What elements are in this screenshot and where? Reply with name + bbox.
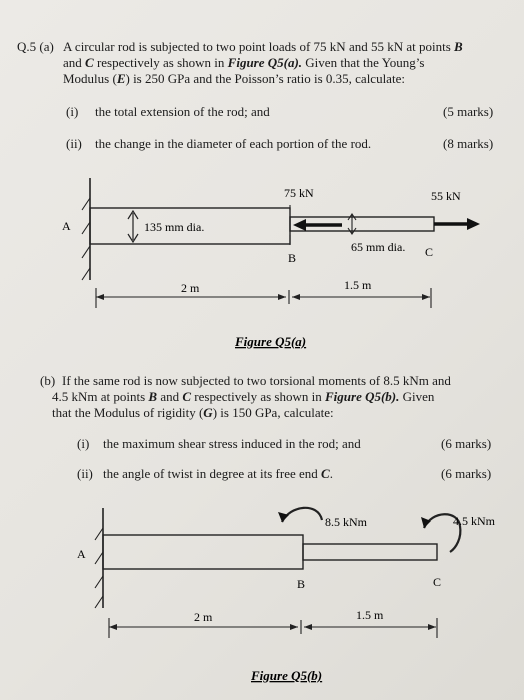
part-b-line-1: If the same rod is now subjected to two torsional moments of 8.5 kNm and [62,373,451,388]
part-a-item-2-marks: (8 marks) [443,136,494,151]
label-a-fig-b: A [77,547,86,561]
part-a-line-2: and C respectively as shown in Figure Q5(a). Given that the Young’s [63,55,425,70]
rod-small-section-b [303,544,437,560]
load-55kn-label: 55 kN [431,189,461,203]
len-15m-label-b: 1.5 m [356,608,384,622]
dia-65-label: 65 mm dia. [351,240,406,254]
question-number: Q.5 (a) [17,39,54,54]
part-a-line-1: A circular rod is subjected to two point loads of 75 kN and 55 kN at points B [63,39,463,54]
part-b-item-1-marks: (6 marks) [441,436,492,451]
part-b-item-2-number: (ii) [77,466,93,481]
figure-a-caption: Figure Q5(a) [235,334,307,349]
rod-large-section-b [103,535,303,569]
part-b-item-1-number: (i) [77,436,90,451]
torque-45knm-label: 4.5 kNm [453,514,495,528]
part-b-item-2-marks: (6 marks) [441,466,492,481]
torque-85knm-label: 8.5 kNm [325,515,367,529]
len-15m-label-a: 1.5 m [344,278,372,292]
dia-135-label: 135 mm dia. [144,220,205,234]
part-b-line-2: 4.5 kNm at points B and C respectively as shown in Figure Q5(b). Given [52,389,435,404]
part-b-line-3: that the Modulus of rigidity (G) is 150 GPa, calculate: [52,405,334,420]
part-a-item-1-marks: (5 marks) [443,104,494,119]
load-75kn-label: 75 kN [284,186,314,200]
part-b-item-2-text: the angle of twist in degree at its free end C. [103,466,333,481]
label-b-fig-a: B [288,251,297,265]
part-a-item-2-number: (ii) [66,136,82,151]
label-c-fig-a: C [425,245,434,259]
part-b-item-1-text: the maximum shear stress induced in the rod; and [103,436,361,451]
label-b-fig-b: B [297,577,306,591]
label-c-fig-b: C [433,575,442,589]
part-a-item-2-text: the change in the diameter of each portion of the rod. [95,136,372,151]
len-2m-label-a: 2 m [181,281,200,295]
part-b-label: (b) [40,373,56,388]
part-a-item-1-number: (i) [66,104,79,119]
figure-b-caption: Figure Q5(b) [251,668,323,683]
part-a-item-1-text: the total extension of the rod; and [95,104,270,119]
wall-hatching-b [95,528,103,608]
len-2m-label-b: 2 m [194,610,213,624]
part-a-line-3: Modulus (E) is 250 GPa and the Poisson’s ratio is 0.35, calculate: [63,71,405,86]
label-a-fig-a: A [62,219,71,233]
